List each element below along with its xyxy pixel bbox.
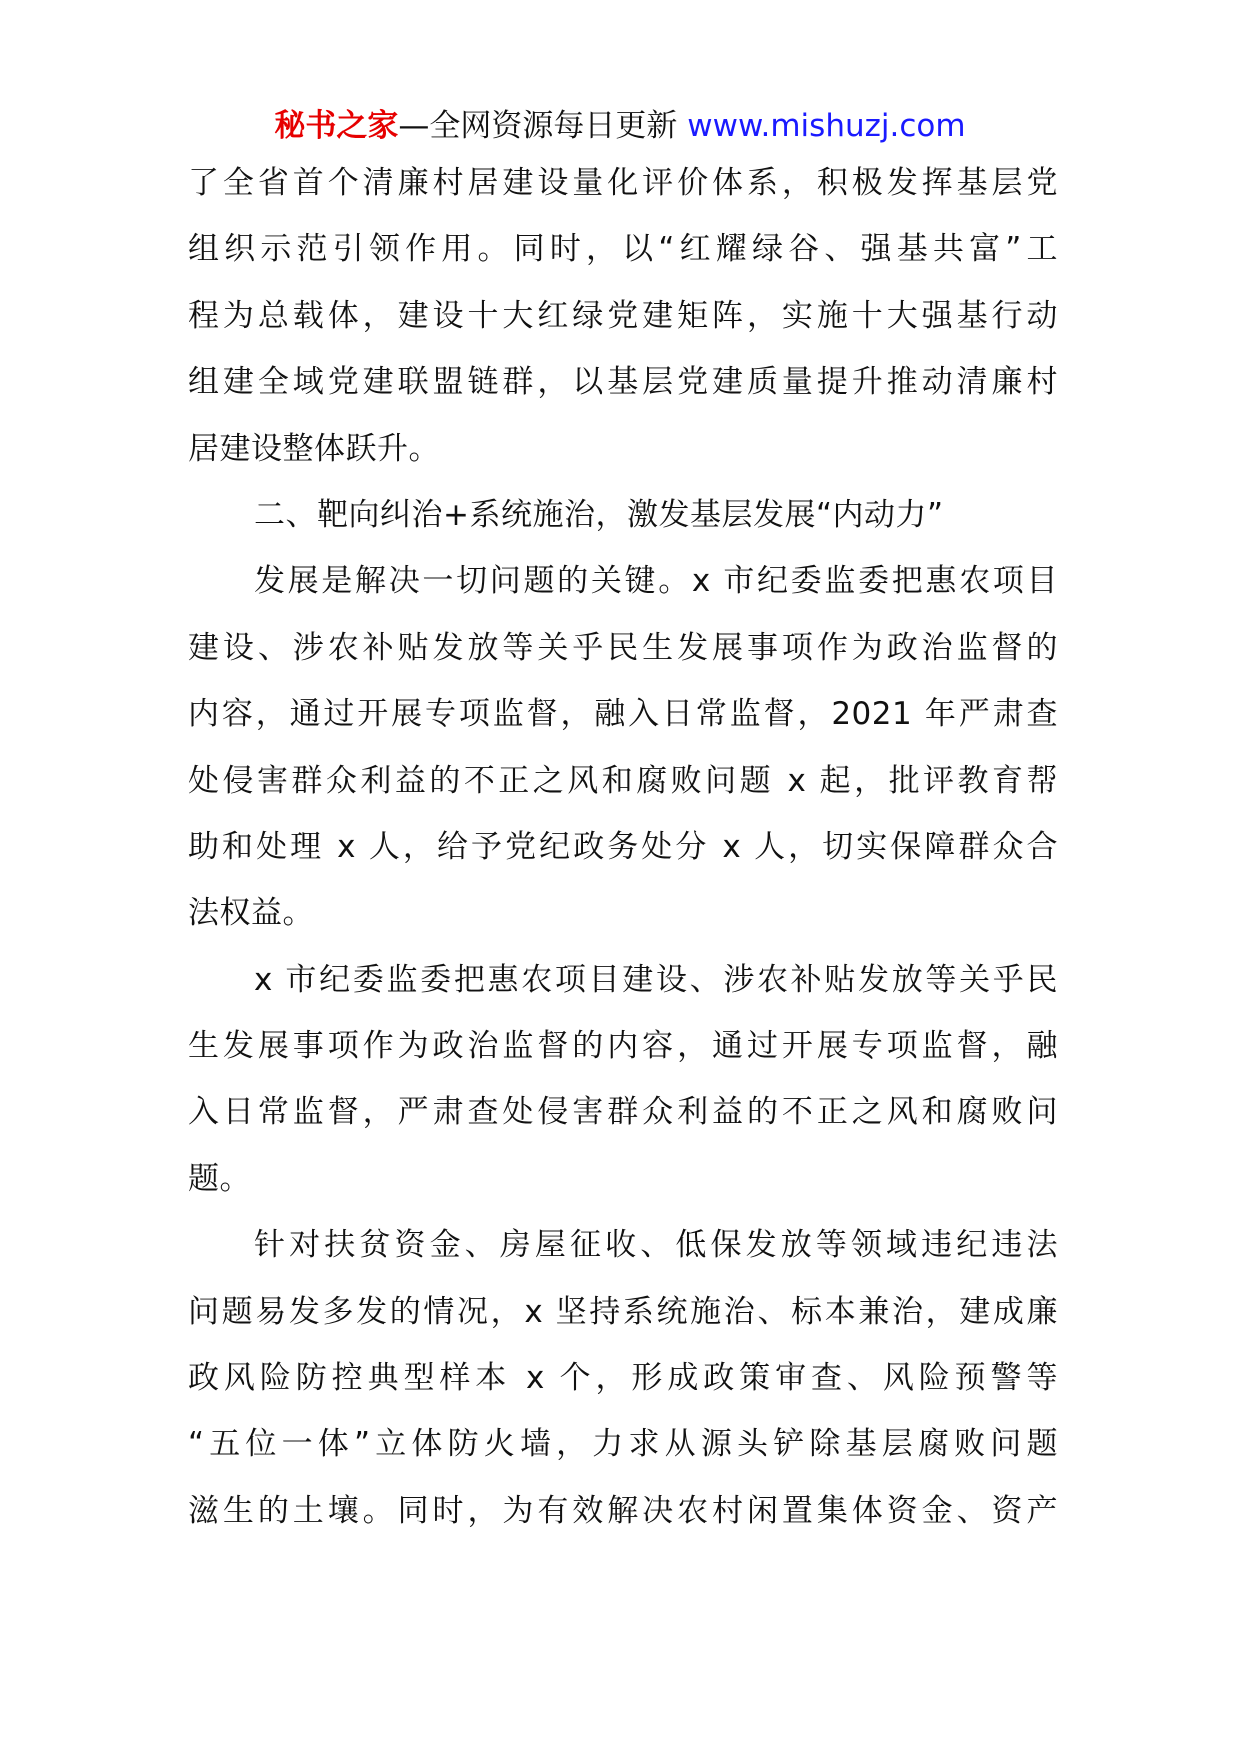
text-line: 法权益。 [188, 895, 314, 932]
site-slogan: —全网资源每日更新 [398, 108, 678, 144]
text-line: 程为总载体，建设十大红绿党建矩阵，实施十大强基行动 [188, 297, 1058, 334]
text-line: 发展是解决一切问题的关键。x 市纪委监委把惠农项目 [254, 563, 1058, 600]
text-line: 建设、涉农补贴发放等关乎民生发展事项作为政治监督的 [188, 629, 1058, 666]
text-line: 助和处理 x 人，给予党纪政务处分 x 人，切实保障群众合 [188, 828, 1058, 865]
text-line: 题。 [188, 1160, 251, 1197]
site-brand: 秘书之家 [274, 108, 399, 144]
text-line: 问题易发多发的情况，x 坚持系统施治、标本兼治，建成廉 [188, 1293, 1058, 1330]
text-line: 生发展事项作为政治监督的内容，通过开展专项监督，融 [188, 1028, 1058, 1065]
document-body [188, 150, 1058, 1544]
text-line: 针对扶贫资金、房屋征收、低保发放等领域违纪违法 [254, 1227, 1058, 1264]
text-line: 了全省首个清廉村居建设量化评价体系，积极发挥基层党 [188, 165, 1058, 201]
text-line: 内容，通过开展专项监督，融入日常监督，2021 年严肃查 [188, 696, 1058, 733]
site-url[interactable]: www.mishuzj.com [687, 108, 966, 144]
text-line: x 市纪委监委把惠农项目建设、涉农补贴发放等关乎民 [254, 961, 1058, 998]
text-line: 滋生的土壤。同时，为有效解决农村闲置集体资金、资产 [188, 1492, 1058, 1529]
page-header [0, 98, 1240, 154]
text-line: 二、靶向纠治+系统施治，激发基层发展“内动力” [254, 496, 944, 533]
text-line: 居建设整体跃升。 [188, 430, 440, 467]
text-line: 组织示范引领作用。同时，以“红耀绿谷、强基共富”工 [188, 231, 1058, 268]
text-line: 政风险防控典型样本 x 个，形成政策审查、风险预警等 [188, 1360, 1058, 1397]
text-line: 入日常监督，严肃查处侵害群众利益的不正之风和腐败问 [188, 1094, 1058, 1131]
text-line: “五位一体”立体防火墙，力求从源头铲除基层腐败问题 [188, 1426, 1058, 1463]
text-line: 处侵害群众利益的不正之风和腐败问题 x 起，批评教育帮 [188, 762, 1058, 799]
text-line: 组建全域党建联盟链群，以基层党建质量提升推动清廉村 [188, 364, 1058, 401]
